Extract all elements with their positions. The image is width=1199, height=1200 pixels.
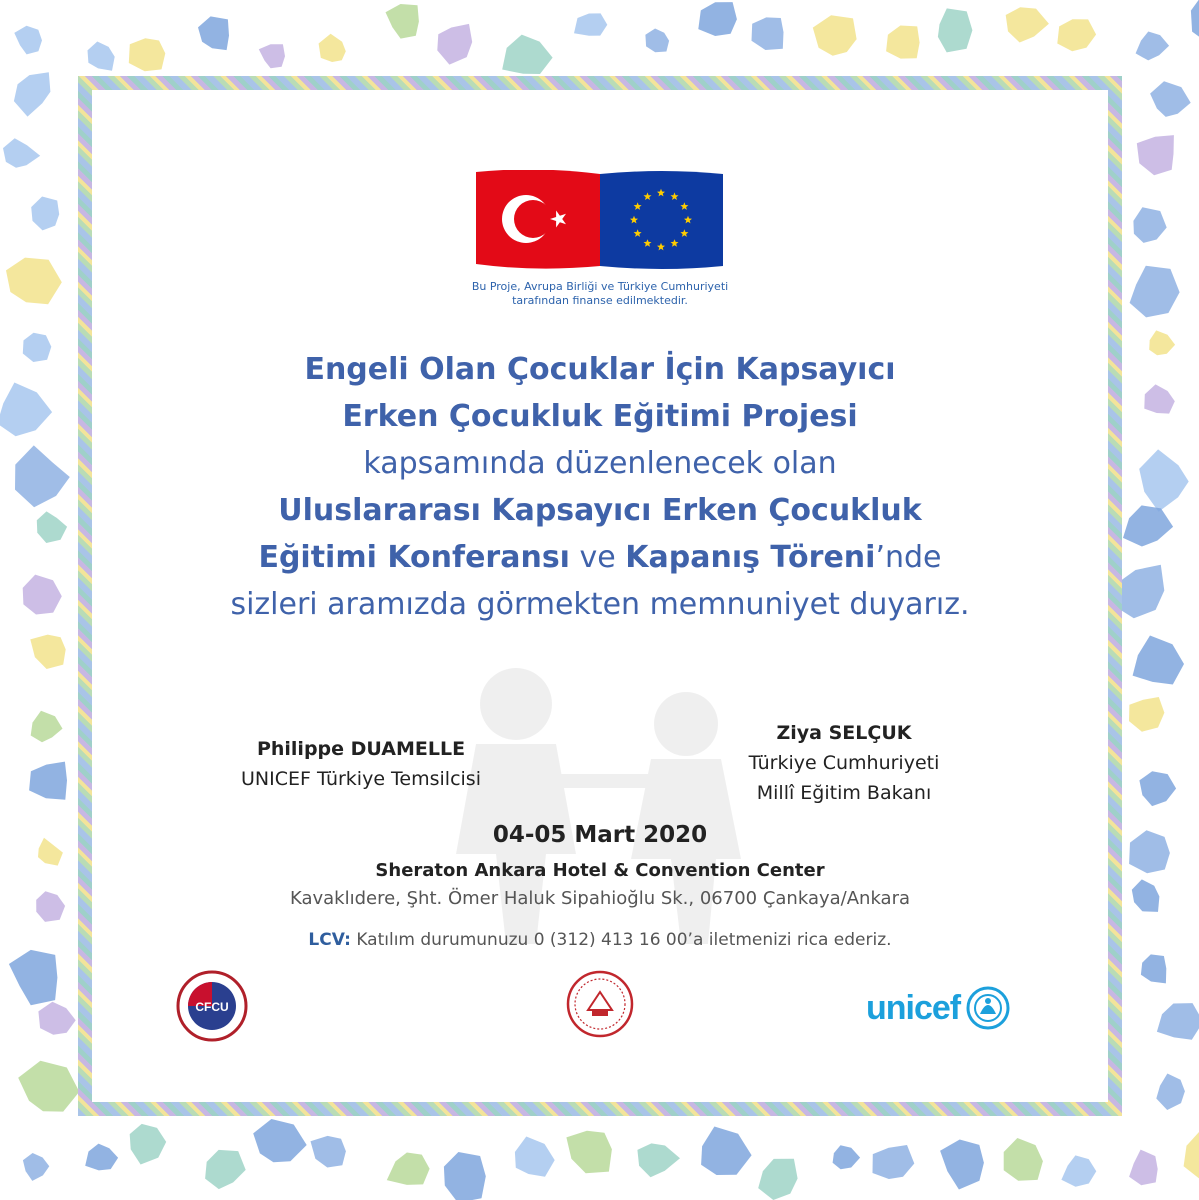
confetti-blob	[1129, 1150, 1158, 1186]
confetti-blob	[0, 383, 52, 437]
confetti-blob	[9, 950, 58, 1005]
confetti-blob	[205, 1150, 246, 1189]
confetti-blob	[1133, 207, 1166, 243]
confetti-blob	[319, 34, 346, 62]
headline-line-1: Engeli Olan Çocuklar İçin Kapsayıcı	[304, 352, 896, 387]
confetti-blob	[1139, 771, 1176, 806]
rsvp-label: LCV:	[308, 930, 351, 950]
confetti-blob	[1139, 449, 1189, 511]
confetti-blob	[311, 1136, 346, 1168]
confetti-blob	[15, 445, 70, 507]
confetti-blob	[129, 38, 166, 71]
confetti-blob	[1061, 1155, 1096, 1186]
event-date: 04-05 Mart 2020	[492, 822, 708, 848]
confetti-blob	[259, 44, 285, 68]
unicef-emblem-icon	[966, 986, 1010, 1030]
headline-line-2: Erken Çocukluk Eğitimi Projesi	[342, 399, 858, 434]
confetti-blob	[886, 26, 920, 59]
confetti-blob	[1130, 266, 1180, 318]
confetti-blob	[23, 575, 62, 615]
rsvp-text: Katılım durumunuzu 0 (312) 413 16 00’a iletmenizi rica ederiz.	[350, 930, 892, 950]
confetti-blob	[1137, 135, 1174, 175]
turkey-eu-flags-logo	[476, 170, 724, 270]
confetti-blob	[1136, 32, 1170, 61]
meb-ministry-seal	[566, 970, 634, 1038]
funding-line-1: Bu Proje, Avrupa Birliği ve Türkiye Cumhuriyeti	[471, 280, 729, 293]
confetti-blob	[1191, 0, 1199, 47]
confetti-blob	[18, 1061, 79, 1112]
confetti-blob	[502, 35, 552, 74]
confetti-blob	[130, 1124, 167, 1165]
unicef-logo	[866, 986, 1010, 1030]
event-venue: Sheraton Ankara Hotel & Convention Center	[375, 860, 825, 881]
confetti-blob	[1133, 636, 1184, 685]
confetti-blob	[574, 13, 607, 35]
confetti-blob	[833, 1145, 861, 1169]
confetti-blob	[1006, 7, 1049, 42]
signatory-right	[694, 718, 994, 808]
confetti-blob	[6, 258, 62, 305]
confetti-blob	[14, 26, 42, 55]
confetti-blob	[23, 1153, 49, 1181]
confetti-blob	[30, 635, 65, 669]
confetti-blob	[38, 838, 63, 866]
headline-conference: Eğitimi Konferansı	[258, 540, 570, 575]
confetti-blob	[85, 1144, 118, 1171]
headline-closing-ceremony: Kapanış Töreni	[625, 540, 876, 575]
confetti-blob	[1157, 1003, 1199, 1040]
signatory-left-title: UNICEF Türkiye Temsilcisi	[240, 768, 481, 790]
confetti-blob	[701, 1127, 752, 1176]
confetti-blob	[1123, 505, 1173, 546]
confetti-blob	[1184, 1130, 1199, 1179]
confetti-blob	[386, 4, 419, 39]
headline-line-4: Uluslararası Kapsayıcı Erken Çocukluk	[278, 493, 922, 528]
confetti-blob	[1156, 1074, 1185, 1111]
confetti-blob	[1141, 954, 1166, 983]
eu-flag	[600, 171, 723, 269]
signatory-right-title-1: Türkiye Cumhuriyeti	[748, 752, 940, 774]
confetti-blob	[752, 17, 784, 50]
signatory-right-name: Ziya SELÇUK	[776, 722, 912, 744]
confetti-blob	[23, 333, 52, 362]
confetti-blob	[758, 1159, 797, 1200]
confetti-blob	[444, 1152, 486, 1200]
confetti-blob	[29, 762, 67, 800]
confetti-blob	[1129, 830, 1170, 873]
confetti-blob	[637, 1143, 680, 1177]
confetti-blob	[387, 1153, 430, 1185]
confetti-blob	[37, 511, 67, 543]
rsvp-line	[96, 930, 1104, 950]
confetti-blob	[88, 42, 115, 71]
confetti-blob	[3, 138, 40, 168]
confetti-blob	[1057, 19, 1096, 51]
unicef-wordmark: unicef	[866, 988, 961, 1027]
confetti-blob	[1150, 81, 1191, 117]
confetti-blob	[1132, 879, 1160, 912]
event-address: Kavaklıdere, Şht. Ömer Haluk Sipahioğlu Sk., 06700 Çankaya/Ankara	[289, 888, 911, 909]
confetti-blob	[36, 891, 65, 922]
signatory-right-title-2: Millî Eğitim Bakanı	[756, 782, 932, 804]
confetti-blob	[31, 711, 63, 743]
confetti-blob	[1004, 1138, 1043, 1181]
confetti-blob	[14, 72, 51, 116]
confetti-blob	[198, 16, 229, 50]
confetti-blob	[515, 1137, 555, 1177]
confetti-blob	[1129, 697, 1164, 732]
confetti-blob	[940, 1140, 984, 1190]
signatory-left	[196, 734, 526, 794]
confetti-blob	[31, 197, 59, 231]
headline-line-6: sizleri aramızda görmekten memnuniyet duyarız.	[230, 587, 970, 622]
funding-notice	[96, 280, 1104, 308]
invitation-card	[96, 94, 1104, 1098]
invitation-headline	[96, 346, 1104, 628]
cfcu-logo	[176, 970, 248, 1042]
headline-line-3: kapsamında düzenlenecek olan	[363, 446, 837, 481]
cfcu-logo-text: CFCU	[195, 1000, 229, 1014]
confetti-blob	[645, 29, 669, 53]
headline-suffix: ’nde	[875, 540, 942, 575]
confetti-blob	[698, 2, 737, 36]
confetti-blob	[437, 24, 472, 65]
confetti-blob	[566, 1131, 612, 1174]
confetti-blob	[38, 1002, 75, 1035]
confetti-blob	[1144, 384, 1175, 413]
signatory-left-name: Philippe DUAMELLE	[256, 738, 466, 760]
confetti-blob	[813, 15, 857, 56]
confetti-blob	[1149, 330, 1175, 355]
confetti-blob	[873, 1145, 915, 1179]
confetti-blob	[938, 8, 973, 52]
confetti-blob	[253, 1119, 307, 1162]
funding-line-2: tarafından finanse edilmektedir.	[512, 294, 688, 307]
headline-connector: ve	[569, 540, 626, 575]
